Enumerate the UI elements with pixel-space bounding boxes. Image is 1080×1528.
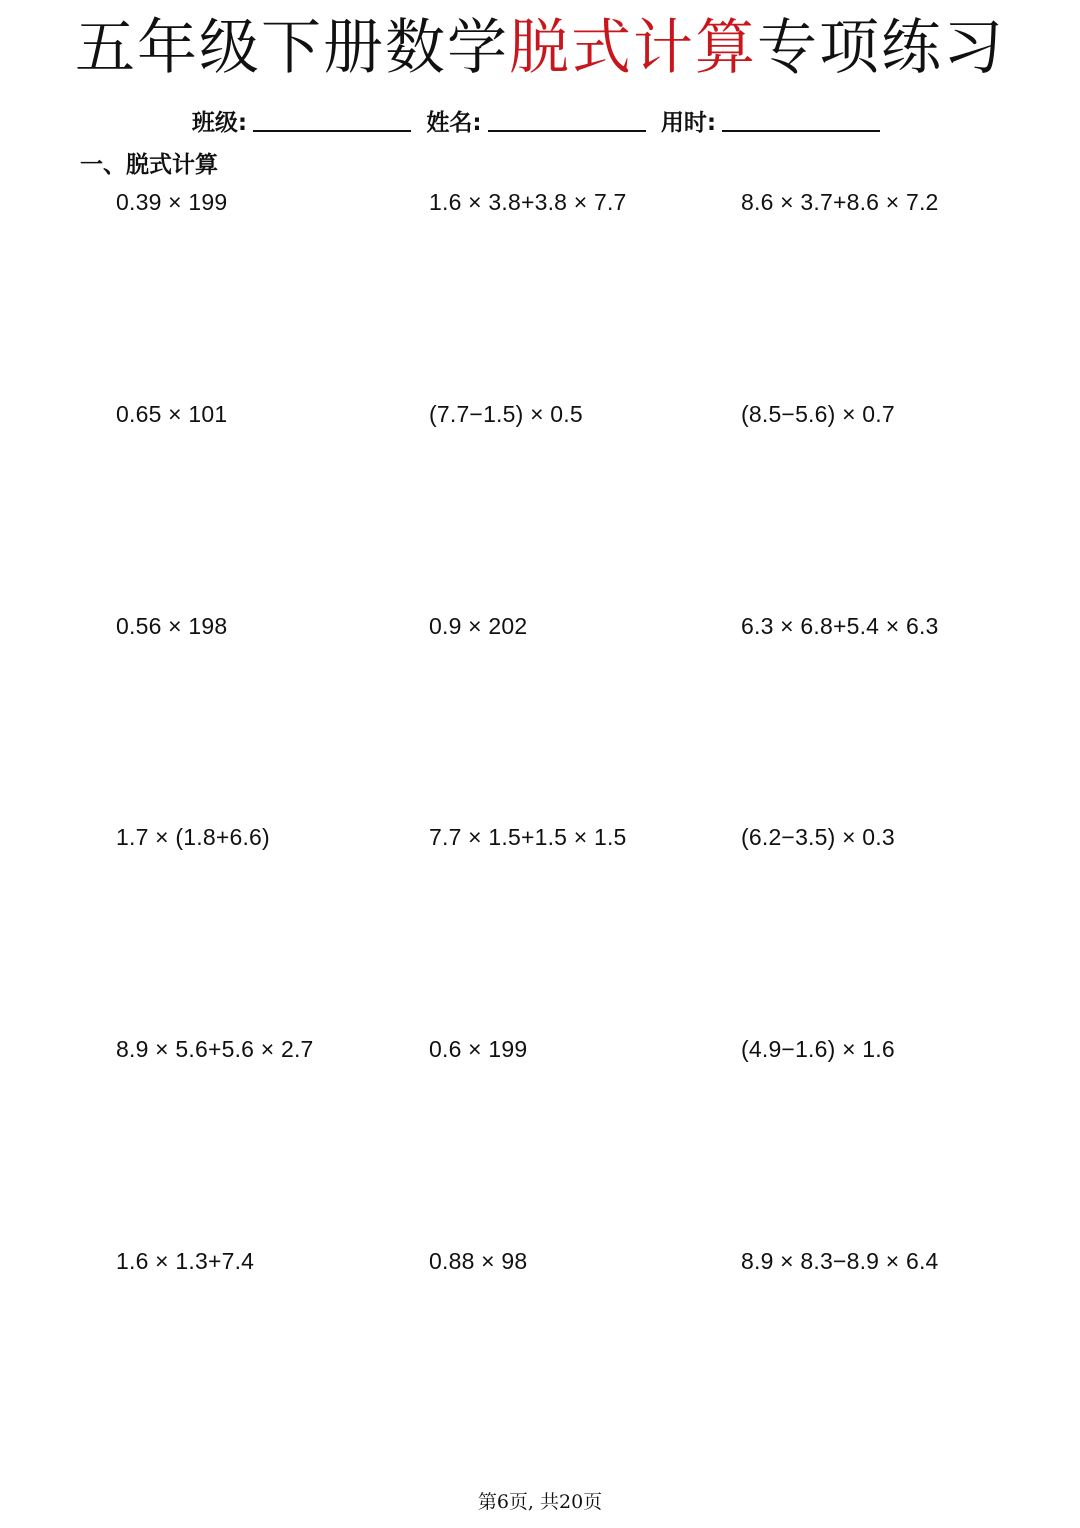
problem-r3-c3: 6.3 × 6.8+5.4 × 6.3 [741, 613, 939, 639]
problem-r3-c2: 0.9 × 202 [429, 613, 528, 639]
title-part-1: 五年级下册数学 [75, 13, 509, 83]
problem-r5-c1: 8.9 × 5.6+5.6 × 2.7 [116, 1036, 314, 1062]
problem-r1-c3: 8.6 × 3.7+8.6 × 7.2 [741, 189, 939, 215]
problem-r2-c2: (7.7−1.5) × 0.5 [429, 401, 583, 427]
name-label: 姓名: [426, 110, 482, 136]
page-footer: 第6页, 共20页 [477, 1491, 603, 1513]
time-label: 用时: [660, 110, 717, 136]
problem-r6-c3: 8.9 × 8.3−8.9 × 6.4 [741, 1248, 939, 1274]
problem-r2-c1: 0.65 × 101 [116, 401, 228, 427]
problem-r1-c2: 1.6 × 3.8+3.8 × 7.7 [429, 189, 627, 215]
problem-r5-c2: 0.6 × 199 [429, 1036, 528, 1062]
problem-r4-c3: (6.2−3.5) × 0.3 [741, 824, 895, 850]
title-part-2: 专项练习 [757, 13, 1005, 83]
problem-r4-c1: 1.7 × (1.8+6.6) [116, 824, 270, 850]
problem-r6-c1: 1.6 × 1.3+7.4 [116, 1248, 255, 1274]
title-highlight: 脱式计算 [509, 13, 757, 83]
problem-r2-c3: (8.5−5.6) × 0.7 [741, 401, 895, 427]
problem-r1-c1: 0.39 × 199 [116, 189, 228, 215]
class-label: 班级: [191, 110, 248, 136]
problem-r3-c1: 0.56 × 198 [116, 613, 228, 639]
section-heading: 一、脱式计算 [80, 152, 218, 178]
problem-r6-c2: 0.88 × 98 [429, 1248, 528, 1274]
problem-r5-c3: (4.9−1.6) × 1.6 [741, 1036, 895, 1062]
problem-r4-c2: 7.7 × 1.5+1.5 × 1.5 [429, 824, 627, 850]
